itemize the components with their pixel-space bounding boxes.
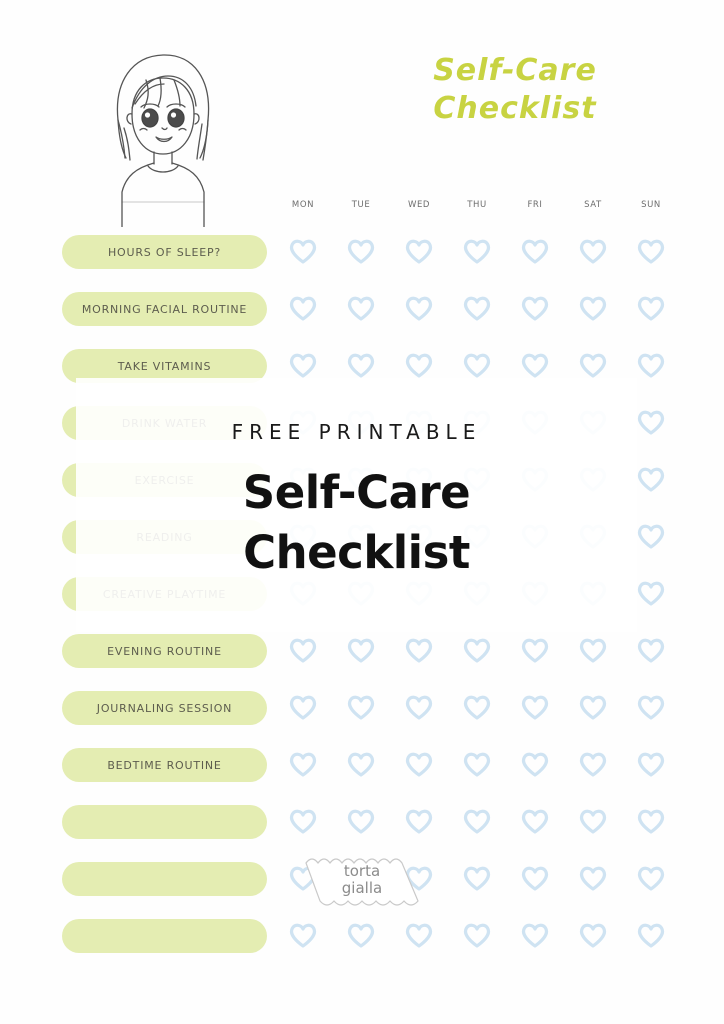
heart-checkbox-icon[interactable] [636, 921, 666, 949]
checklist-task-pill[interactable] [62, 691, 267, 725]
heart-checkbox-icon[interactable] [578, 693, 608, 721]
heart-checkbox-icon[interactable] [404, 237, 434, 265]
heart-checkbox-icon[interactable] [404, 636, 434, 664]
heart-checkbox-icon[interactable] [578, 294, 608, 322]
heart-checkbox-icon[interactable] [346, 921, 376, 949]
heart-checkbox-icon[interactable] [346, 636, 376, 664]
day-header-mon: MON [291, 200, 315, 210]
heart-checkbox-icon[interactable] [636, 522, 666, 550]
heart-checkbox-icon[interactable] [578, 351, 608, 379]
checklist-row [0, 235, 724, 271]
checklist-heart-row [272, 294, 682, 326]
page-title-line1: Self-Care [433, 53, 597, 88]
checklist-task-pill[interactable] [62, 805, 267, 839]
heart-checkbox-icon[interactable] [462, 294, 492, 322]
heart-checkbox-icon[interactable] [520, 237, 550, 265]
brand-logo [298, 845, 426, 915]
heart-checkbox-icon[interactable] [346, 237, 376, 265]
checklist-heart-row [272, 693, 682, 725]
heart-checkbox-icon[interactable] [288, 807, 318, 835]
heart-checkbox-icon[interactable] [520, 636, 550, 664]
heart-checkbox-icon[interactable] [636, 294, 666, 322]
heart-checkbox-icon[interactable] [636, 750, 666, 778]
heart-checkbox-icon[interactable] [462, 921, 492, 949]
checklist-task-label: TAKE VITAMINS [117, 359, 212, 373]
checklist-row [0, 805, 724, 841]
heart-checkbox-icon[interactable] [636, 579, 666, 607]
heart-checkbox-icon[interactable] [520, 750, 550, 778]
heart-checkbox-icon[interactable] [578, 807, 608, 835]
checklist-row [0, 748, 724, 784]
heart-checkbox-icon[interactable] [578, 636, 608, 664]
checklist-task-pill[interactable] [62, 919, 267, 953]
checklist-heart-row [272, 237, 682, 269]
heart-checkbox-icon[interactable] [636, 864, 666, 892]
page-title [380, 52, 650, 127]
checklist-task-pill[interactable] [62, 748, 267, 782]
girl-illustration-icon [88, 42, 238, 227]
day-header-sun: SUN [641, 200, 661, 210]
checklist-row [0, 634, 724, 670]
heart-checkbox-icon[interactable] [578, 921, 608, 949]
checklist-heart-row [272, 921, 682, 953]
heart-checkbox-icon[interactable] [520, 807, 550, 835]
heart-checkbox-icon[interactable] [462, 750, 492, 778]
heart-checkbox-icon[interactable] [520, 864, 550, 892]
brand-logo-line1: torta [343, 861, 381, 880]
heart-checkbox-icon[interactable] [636, 237, 666, 265]
heart-checkbox-icon[interactable] [636, 465, 666, 493]
checklist-heart-row [272, 636, 682, 668]
checklist-task-pill[interactable] [62, 235, 267, 269]
overlay-title-line2: Checklist [243, 526, 470, 579]
free-printable-overlay [76, 378, 637, 632]
heart-checkbox-icon[interactable] [462, 807, 492, 835]
heart-checkbox-icon[interactable] [288, 636, 318, 664]
day-header-wed: WED [407, 200, 431, 210]
heart-checkbox-icon[interactable] [636, 351, 666, 379]
heart-checkbox-icon[interactable] [636, 408, 666, 436]
day-header-tue: TUE [351, 200, 371, 210]
heart-checkbox-icon[interactable] [636, 807, 666, 835]
heart-checkbox-icon[interactable] [346, 351, 376, 379]
heart-checkbox-icon[interactable] [462, 693, 492, 721]
heart-checkbox-icon[interactable] [462, 351, 492, 379]
checklist-heart-row [272, 750, 682, 782]
heart-checkbox-icon[interactable] [288, 693, 318, 721]
checklist-task-label: MORNING FACIAL ROUTINE [81, 302, 248, 316]
heart-checkbox-icon[interactable] [346, 807, 376, 835]
checklist-row [0, 919, 724, 955]
heart-checkbox-icon[interactable] [578, 750, 608, 778]
heart-checkbox-icon[interactable] [404, 294, 434, 322]
checklist-task-label: JOURNALING SESSION [96, 701, 233, 715]
overlay-eyebrow: FREE PRINTABLE [231, 420, 482, 444]
heart-checkbox-icon[interactable] [520, 921, 550, 949]
heart-checkbox-icon[interactable] [520, 294, 550, 322]
heart-checkbox-icon[interactable] [288, 921, 318, 949]
checklist-task-pill[interactable] [62, 292, 267, 326]
heart-checkbox-icon[interactable] [578, 237, 608, 265]
day-header-sat: SAT [584, 200, 602, 210]
heart-checkbox-icon[interactable] [404, 693, 434, 721]
heart-checkbox-icon[interactable] [288, 294, 318, 322]
heart-checkbox-icon[interactable] [288, 351, 318, 379]
heart-checkbox-icon[interactable] [404, 351, 434, 379]
heart-checkbox-icon[interactable] [288, 237, 318, 265]
checklist-task-label: EVENING ROUTINE [107, 644, 222, 658]
checklist-task-label: BEDTIME ROUTINE [107, 758, 222, 772]
day-header-thu: THU [467, 200, 487, 210]
heart-checkbox-icon[interactable] [346, 693, 376, 721]
day-header-row [272, 200, 682, 218]
heart-checkbox-icon[interactable] [636, 636, 666, 664]
checklist-row [0, 292, 724, 328]
day-header-fri: FRI [527, 200, 543, 210]
checklist-task-label: HOURS OF SLEEP? [107, 245, 222, 259]
brand-logo-line2: gialla [341, 879, 383, 897]
heart-checkbox-icon[interactable] [520, 693, 550, 721]
heart-checkbox-icon[interactable] [346, 750, 376, 778]
checklist-row [0, 691, 724, 727]
heart-checkbox-icon[interactable] [346, 294, 376, 322]
heart-checkbox-icon[interactable] [462, 237, 492, 265]
heart-checkbox-icon[interactable] [462, 636, 492, 664]
checklist-task-pill[interactable] [62, 634, 267, 668]
checklist-heart-row [272, 807, 682, 839]
heart-checkbox-icon[interactable] [520, 351, 550, 379]
checklist-task-pill[interactable] [62, 862, 267, 896]
overlay-title-line1: Self-Care [242, 466, 471, 519]
heart-checkbox-icon[interactable] [288, 750, 318, 778]
page-title-line2: Checklist [433, 90, 597, 126]
heart-checkbox-icon[interactable] [404, 750, 434, 778]
heart-checkbox-icon[interactable] [404, 807, 434, 835]
heart-checkbox-icon[interactable] [462, 864, 492, 892]
heart-checkbox-icon[interactable] [578, 864, 608, 892]
heart-checkbox-icon[interactable] [404, 921, 434, 949]
heart-checkbox-icon[interactable] [636, 693, 666, 721]
brand-logo-text [298, 845, 426, 915]
